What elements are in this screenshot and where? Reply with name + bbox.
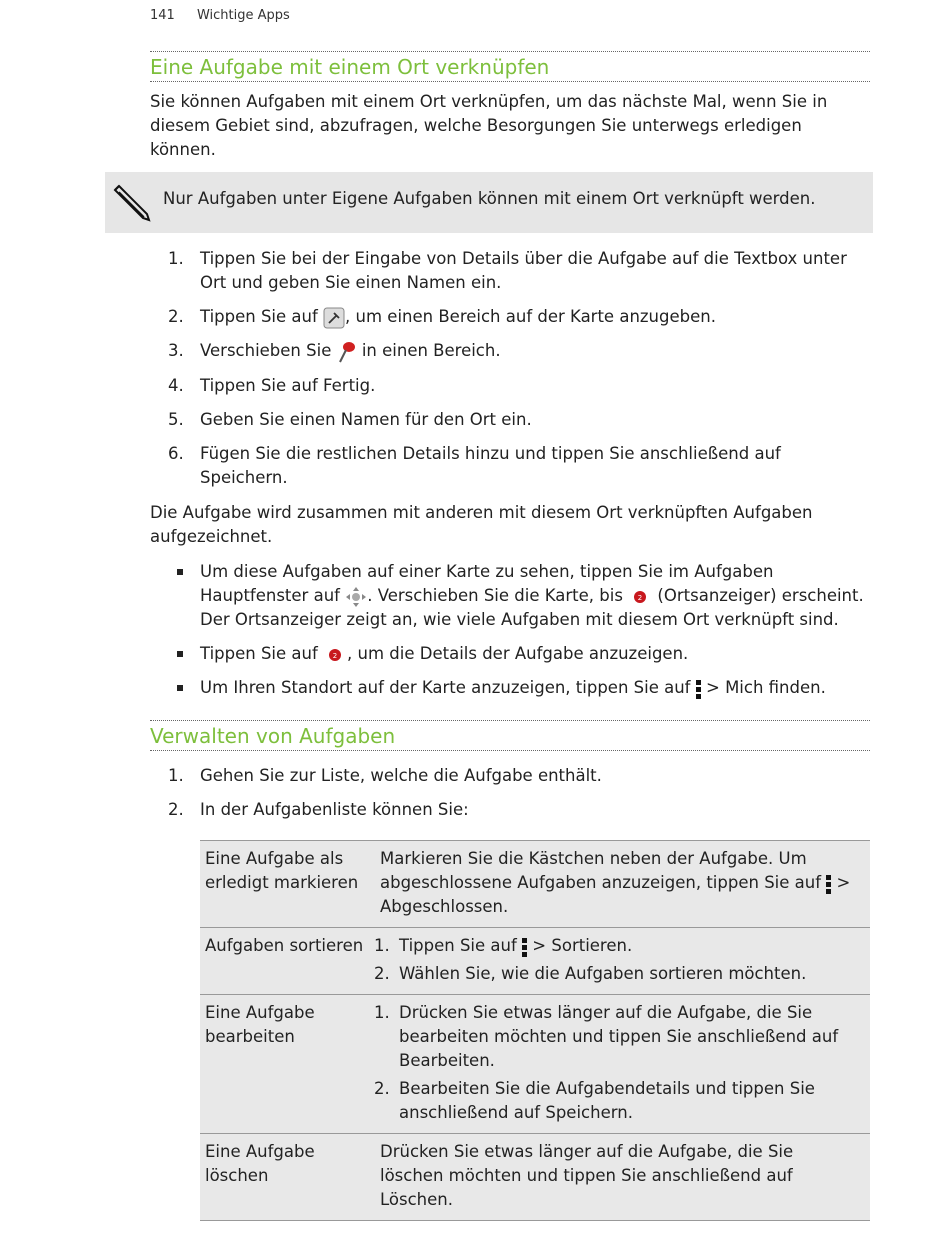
step-number: 2. [168, 800, 184, 819]
step-text: , um einen Bereich auf der Karte anzugeben. [345, 307, 716, 326]
list-item [374, 1001, 860, 1073]
step-number: 1. [374, 936, 390, 955]
table-row [200, 841, 870, 928]
step-text: Fügen Sie die restlichen Details hinzu und tippen Sie anschließend auf [200, 443, 781, 463]
ui-term: Abgeschlossen [380, 897, 503, 916]
cell-text: Drücken Sie etwas länger auf die Aufgabe, die Sie bearbeiten möchten und tippen Sie anschließend auf [399, 1003, 839, 1046]
step-text: Gehen Sie zur Liste, welche die Aufgabe enthält. [200, 766, 602, 785]
list-item [150, 442, 870, 490]
cell-text: Drücken Sie etwas länger auf die Aufgabe, die Sie löschen möchten und tippen Sie anschließend auf [380, 1142, 794, 1185]
location-marker-icon [323, 647, 347, 663]
list-item [374, 1077, 860, 1125]
section-title-ort: Eine Aufgabe mit einem Ort verknüpfen [150, 51, 870, 82]
after-paragraph: Die Aufgabe wird zusammen mit anderen mit diesem Ort verknüpften Aufgaben aufgezeichnet. [150, 503, 813, 546]
bullet-text: Um diese Aufgaben auf einer Karte zu sehen, tippen Sie im Aufgaben Hauptfenster auf [200, 562, 774, 605]
page-header [150, 8, 290, 23]
step-text: Verschieben Sie [200, 341, 337, 360]
map-move-icon [345, 586, 367, 608]
bullet-text: . [820, 678, 826, 697]
ui-term: Speichern [545, 1103, 628, 1122]
step-number: 4. [168, 375, 184, 395]
bullet [177, 569, 183, 575]
actions-table [200, 840, 870, 1221]
step-text: In der Aufgabenliste können Sie: [200, 800, 469, 819]
cell-text: Wählen Sie, wie die Aufgaben sortieren möchten. [399, 964, 807, 983]
cell-text: > [831, 873, 851, 892]
section-title-verwalten: Verwalten von Aufgaben [150, 720, 870, 751]
menu-dots-icon [826, 875, 831, 893]
bullet-text: , um die Details der Aufgabe anzuzeigen. [347, 644, 689, 663]
list-item [374, 934, 860, 958]
svg-text:2: 2 [332, 651, 338, 660]
bullet-text: > [700, 678, 726, 697]
bullet [177, 685, 183, 691]
page-number: 141 [150, 8, 175, 23]
svg-text:2: 2 [637, 593, 643, 602]
step-number: 5. [168, 409, 184, 429]
list-item [150, 798, 870, 822]
table-cell-desc [370, 995, 870, 1134]
list-item [150, 676, 870, 700]
table-cell-desc [370, 1134, 870, 1221]
cell-text: . [489, 1051, 495, 1070]
step-text: Tippen Sie bei der Eingabe von Details über die Aufgabe auf die Textbox unter Ort und geben Sie einen Namen ein. [200, 249, 847, 292]
step-text: in einen Bereich. [356, 341, 501, 360]
list-item [150, 408, 870, 432]
bullet-text: Um Ihren Standort auf der Karte anzuzeigen, tippen Sie auf [200, 678, 696, 697]
pin-button-icon [323, 307, 345, 329]
step-text: . [370, 375, 376, 395]
steps-list-verwalten [150, 764, 870, 822]
cell-text: . [447, 1190, 453, 1209]
step-number: 1. [374, 1003, 390, 1022]
ui-term: Sortieren [551, 936, 627, 955]
table-cell-desc [370, 928, 870, 995]
cell-text: . [626, 936, 633, 955]
list-item [150, 247, 870, 295]
cell-text: Bearbeiten Sie die Aufgabendetails und tippen Sie anschließend auf [399, 1079, 815, 1122]
list-item [150, 764, 870, 788]
menu-dots-icon [522, 938, 527, 956]
table-cell-label: Aufgaben sortieren [200, 928, 370, 995]
step-number: 6. [168, 443, 184, 463]
intro-paragraph: Sie können Aufgaben mit einem Ort verknüpfen, um das nächste Mal, wenn Sie in diesem Gebiet sind, abzufragen, welche Besorgungen Sie unterwegs erledigen können. [150, 92, 828, 159]
header-section: Wichtige Apps [196, 8, 290, 23]
table-cell-label: Eine Aufgabe bearbeiten [200, 995, 370, 1134]
step-number: 2. [374, 1079, 390, 1098]
cell-text: . [627, 1103, 633, 1122]
bullet-text: Tippen Sie auf [200, 644, 324, 663]
map-pushpin-icon [337, 340, 357, 364]
step-number: 2. [168, 307, 184, 326]
step-text: Tippen Sie auf [200, 307, 324, 326]
note-text: Nur Aufgaben unter Eigene Aufgaben können mit einem Ort verknüpft werden. [163, 189, 816, 208]
steps-list-ort [150, 247, 870, 490]
note-box [105, 172, 873, 233]
sub-steps [374, 934, 860, 986]
cell-text: Markieren Sie die Kästchen neben der Aufgabe. Um abgeschlossene Aufgaben anzuzeigen, tippen Sie auf [380, 849, 827, 892]
list-item [150, 560, 870, 632]
cell-text: > [527, 936, 552, 955]
location-marker-icon [628, 589, 652, 605]
bullet-text: . Verschieben Sie die Karte, bis [367, 586, 629, 605]
table-cell-label: Eine Aufgabe löschen [200, 1134, 370, 1221]
list-item [150, 374, 870, 398]
list-item [150, 305, 870, 329]
table-row [200, 928, 870, 995]
step-text: Tippen Sie auf [200, 375, 324, 395]
ui-term: Fertig [323, 375, 371, 395]
ui-term: Löschen [380, 1190, 448, 1209]
menu-dots-icon [696, 680, 701, 698]
table-cell-label: Eine Aufgabe als erledigt markieren [200, 841, 370, 928]
bullet [177, 651, 183, 657]
step-number: 2. [374, 964, 390, 983]
step-number: 1. [168, 766, 184, 785]
table-row [200, 1134, 870, 1221]
ui-term: Mich finden [725, 678, 821, 697]
list-item [374, 962, 860, 986]
step-number: 1. [168, 249, 184, 268]
table-row [200, 995, 870, 1134]
cell-text: Tippen Sie auf [399, 936, 523, 955]
step-text: Geben Sie einen Namen für den Ort ein. [200, 409, 532, 429]
pencil-icon [113, 182, 153, 222]
bullet-text: (Ortsanzeiger) erscheint. Der Ortsanzeiger zeigt an, wie viele Aufgaben mit diesem Ort verknüpft sind. [200, 586, 864, 629]
step-number: 3. [168, 341, 184, 360]
list-item [150, 642, 870, 666]
cell-text: . [503, 897, 509, 916]
ui-term: Bearbeiten [399, 1051, 490, 1070]
ui-term: Speichern [200, 467, 283, 487]
sub-steps [374, 1001, 860, 1125]
table-cell-desc [370, 841, 870, 928]
list-item [150, 339, 870, 364]
bullet-list [150, 560, 870, 700]
step-text: . [282, 467, 288, 487]
